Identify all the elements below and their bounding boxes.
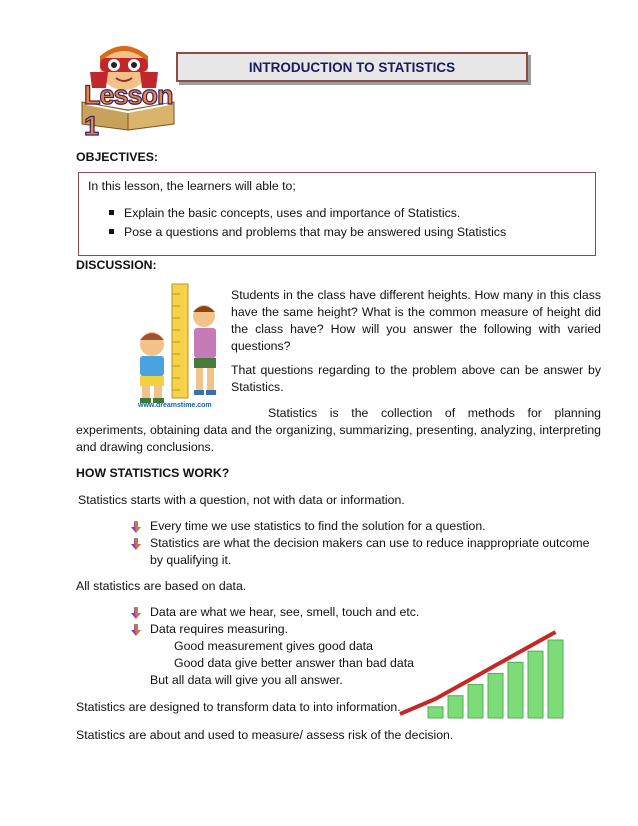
- objectives-list: [79, 204, 589, 242]
- page-title: INTRODUCTION TO STATISTICS: [248, 59, 456, 75]
- title-banner: [176, 52, 528, 82]
- image-caption: www.dreamstime.com: [138, 402, 212, 409]
- risk-text: Statistics are about and used to measure/ assess risk of the decision.: [76, 728, 454, 742]
- growth-bar: [448, 696, 463, 718]
- transform-text: Statistics are designed to transform data to into information.: [76, 700, 401, 714]
- arrow-bullet-icon: [129, 537, 143, 551]
- discussion-paragraph-1: Students in the class have different heights. How many in this class have the same height? What is the common measure of height did the class have? How will you answer the following with varied questions?: [231, 288, 601, 353]
- arrow-bullet-icon: [129, 623, 143, 637]
- how-list-1: [129, 518, 604, 569]
- list-item: Data are what we hear, see, smell, touch and etc.: [129, 604, 449, 621]
- growth-bar: [428, 707, 443, 718]
- how-statistics-heading: HOW STATISTICS WORK?: [76, 466, 230, 480]
- growth-bar: [488, 673, 503, 718]
- growth-bar: [508, 662, 523, 718]
- arrow-bullet-icon: [129, 520, 143, 534]
- growth-chart-illustration: [398, 620, 568, 722]
- logo-text: Lesson 1: [84, 80, 173, 141]
- sub-point-3: But all data will give you all answer.: [150, 673, 343, 687]
- objectives-box: [78, 172, 596, 256]
- list-item: Every time we use statistics to find the solution for a question.: [129, 518, 604, 535]
- discussion-paragraph-3-rest: experiments, obtaining data and the organizing, summarizing, presenting, analyzing, interpreting and drawing conclusions.: [76, 423, 601, 454]
- based-on-data-text: All statistics are based on data.: [76, 579, 247, 593]
- height-measure-illustration: [128, 280, 226, 412]
- discussion-paragraph-2: That questions regarding to the problem above can be answer by Statistics.: [231, 363, 601, 394]
- growth-chart-svg: [398, 620, 568, 722]
- growth-bar: [528, 651, 543, 718]
- sub-point-1: Good measurement gives good data: [174, 639, 373, 653]
- lesson-logo: [78, 40, 182, 141]
- arrow-bullet-icon: [129, 606, 143, 620]
- growth-bar: [468, 685, 483, 718]
- list-item: Data requires measuring.: [129, 621, 449, 638]
- list-item: Pose a questions and problems that may be answered using Statistics: [79, 223, 589, 242]
- objectives-intro: In this lesson, the learners will able to;: [88, 179, 296, 193]
- growth-bar: [548, 640, 563, 718]
- objectives-heading: OBJECTIVES:: [76, 150, 158, 164]
- discussion-heading: DISCUSSION:: [76, 258, 157, 272]
- discussion-paragraph-3-first-line: Statistics is the collection of methods for planning: [268, 406, 601, 420]
- list-item: Statistics are what the decision makers can use to reduce inappropriate outcome by qualifying it.: [129, 535, 604, 569]
- sub-point-2: Good data give better answer than bad data: [174, 656, 414, 670]
- how-intro: Statistics starts with a question, not with data or information.: [78, 493, 405, 507]
- list-item: Explain the basic concepts, uses and importance of Statistics.: [79, 204, 589, 223]
